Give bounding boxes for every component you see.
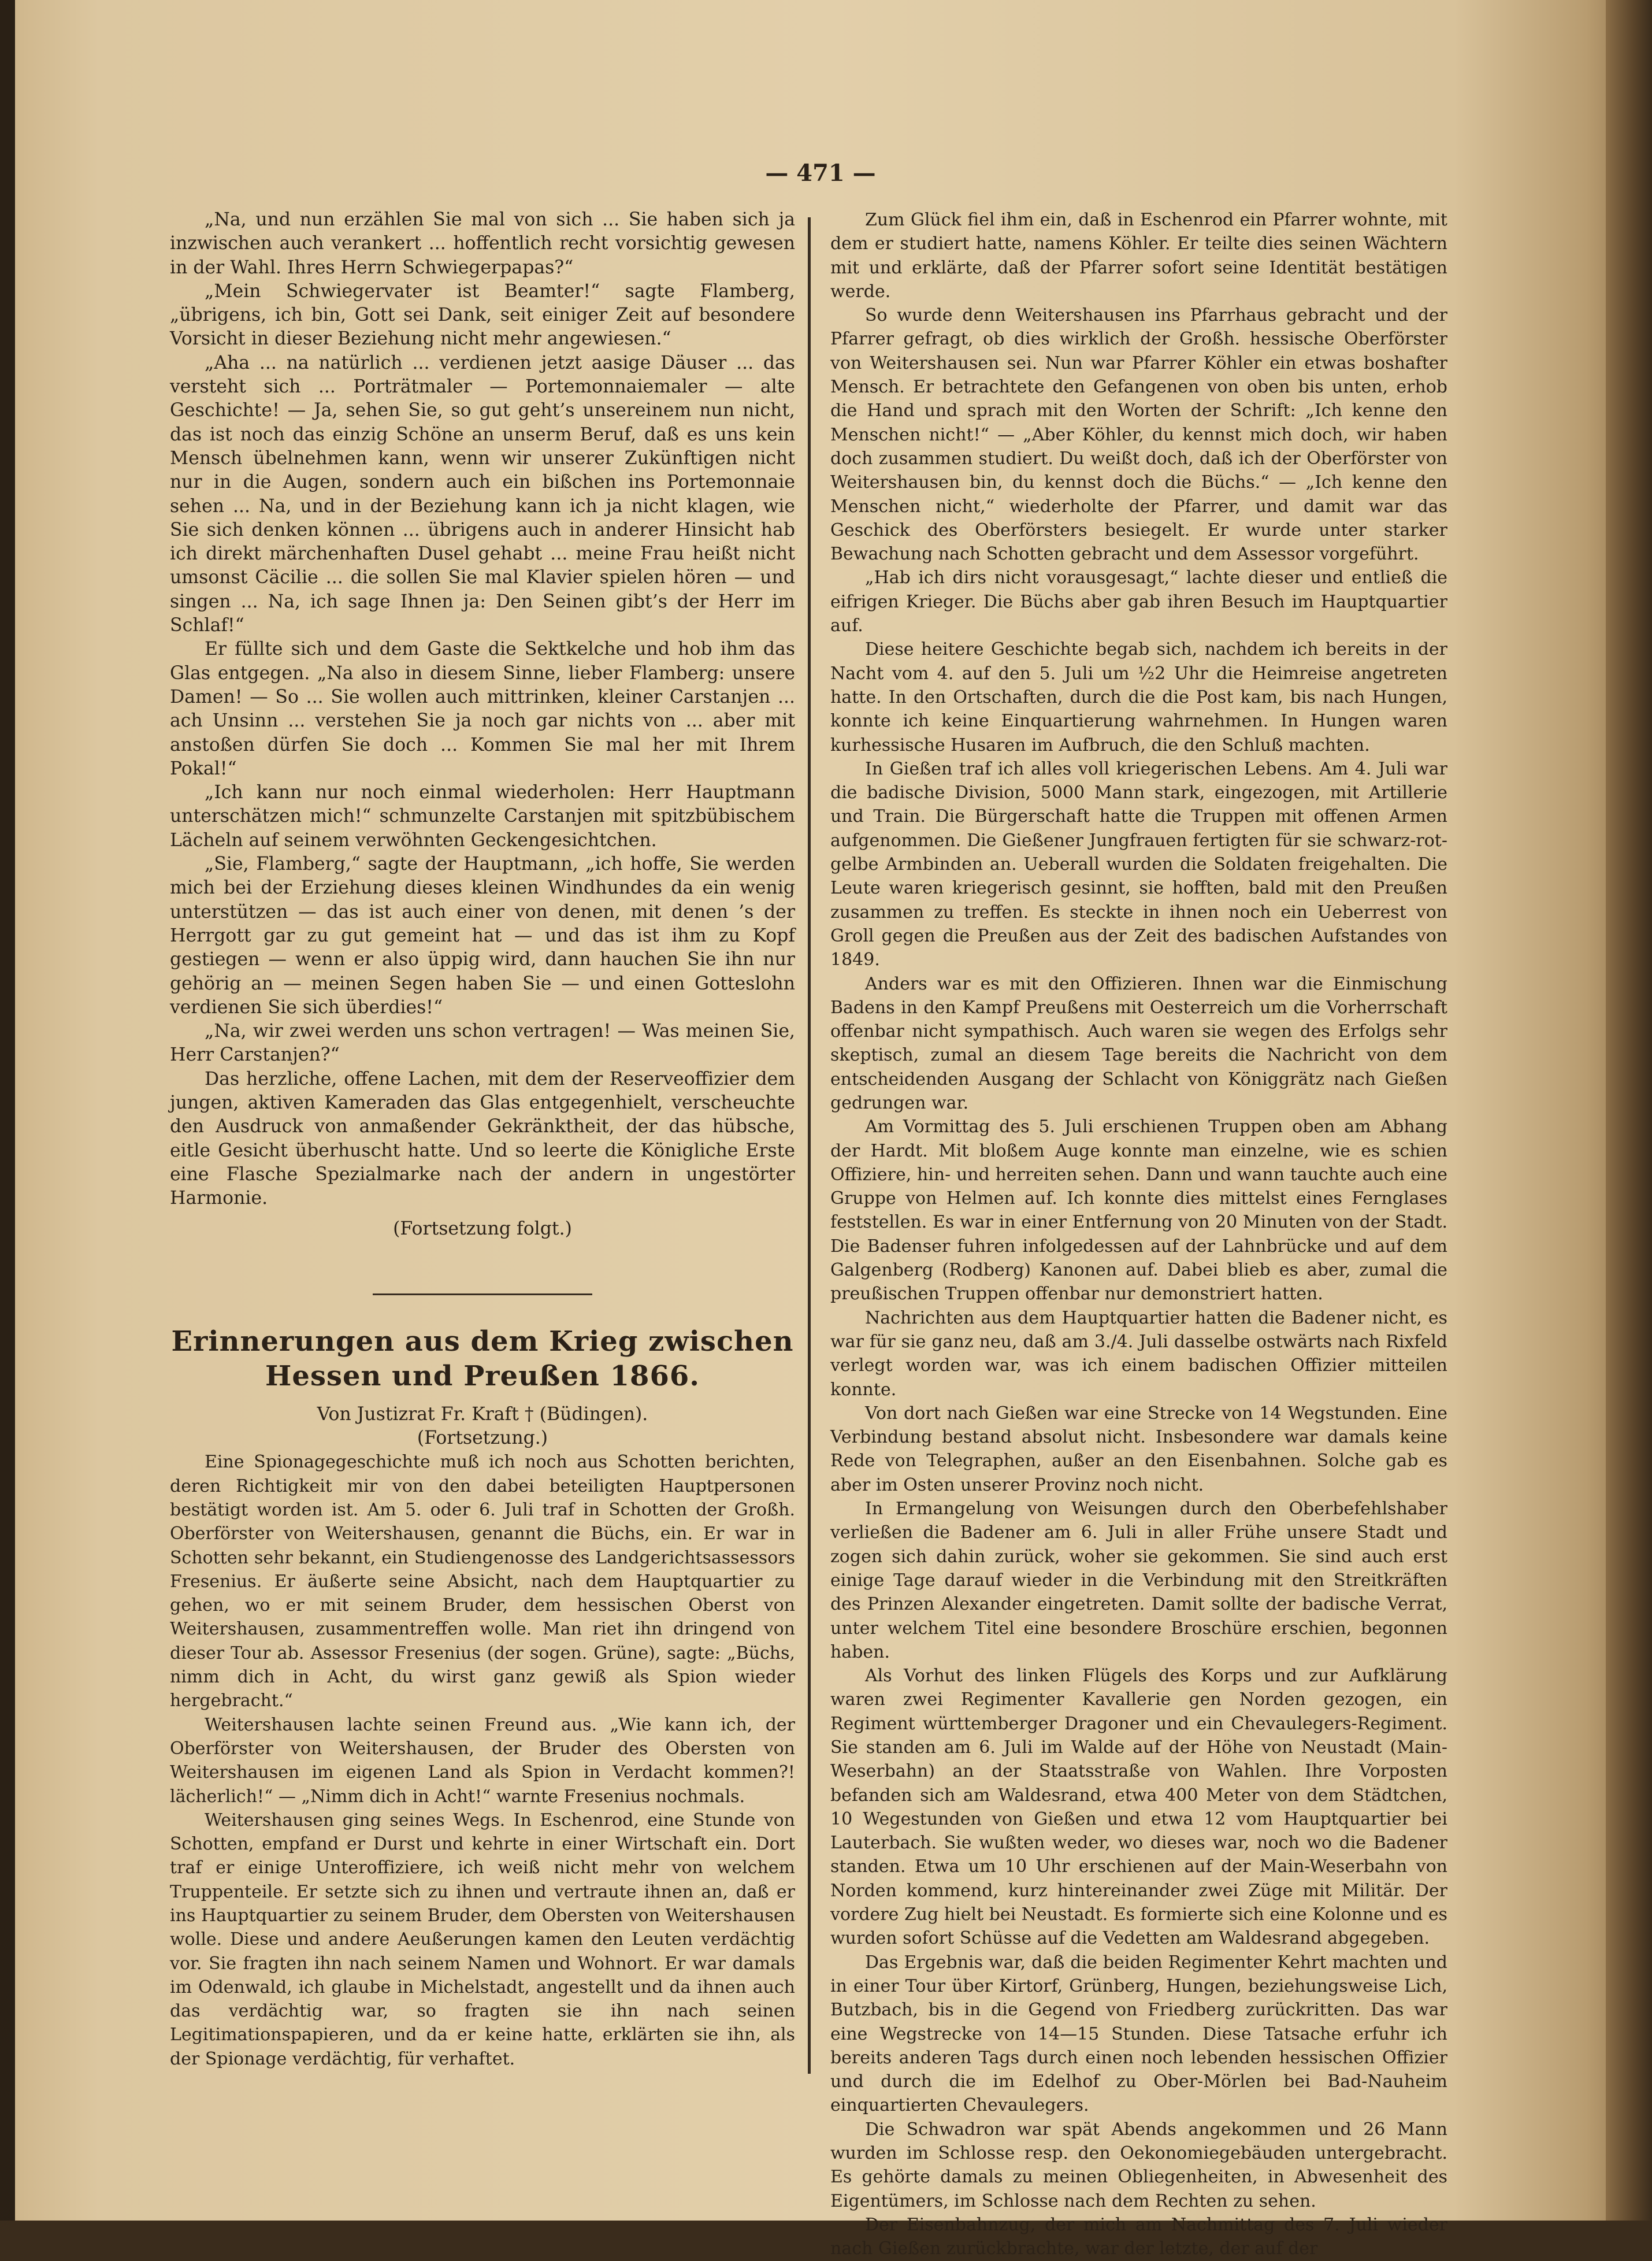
story-paragraph: „Ich kann nur noch einmal wiederholen: Herr Hauptmann unterschätzen mich!“ schmunzelte Carstanjen mit spitzbübischem Lächeln auf seinem verwöhnten Geckengesichtchen. [170, 782, 795, 851]
right-column [830, 208, 1447, 2261]
story-paragraph: „Na, wir zwei werden uns schon vertragen! — Was meinen Sie, Herr Carstanjen?“ [170, 1021, 795, 1066]
article-paragraph: Als Vorhut des linken Flügels des Korps und zur Aufklärung waren zwei Regimenter Kavallerie gen Norden gezogen, ein Regiment württemberger Dragoner und ein Chevaulegers-Regiment. Sie standen am 6. Juli im Walde auf der Höhe von Neustadt (Main-Weserbahn) an der Staatsstraße von Wahlen. Ihre Vorposten befanden sich am Waldesrand, etwa 400 Meter von dem Städtchen, 10 Wegestunden von Gießen und etwa 12 vom Hauptquartier bei Lauterbach. Sie wußten weder, wo dieses war, noch wo die Badener standen. Etwa um 10 Uhr erschienen auf der Main-Weserbahn von Norden kommend, kurz hintereinander zwei Züge mit Militär. Der vordere Zug hielt bei Neustadt. Es formierte sich eine Kolonne und es wurden sofort Schüsse auf die Vedetten am Waldesrand abgegeben. [830, 1666, 1448, 1949]
story-paragraph: „Mein Schwiegervater ist Beamter!“ sagte Flamberg, „übrigens, ich bin, Gott sei Dank, seit einiger Zeit auf besondere Vorsicht in dieser Beziehung nicht mehr angewiesen.“ [170, 280, 795, 350]
article-paragraph: Weitershausen lachte seinen Freund aus. „Wie kann ich, der Oberförster von Weitershausen, der Bruder des Obersten von Weitershausen im eigenen Land als Spion in Verdacht kommen?! lächerlich!“ — „Nimm dich in Acht!“ warnte Fresenius nochmals. [170, 1714, 795, 1807]
article-paragraph: Eine Spionagegeschichte muß ich noch aus Schotten berichten, deren Richtigkeit mir von den dabei beteiligten Hauptpersonen bestätigt worden ist. Am 5. oder 6. Juli traf in Schotten der Großh. Oberförster von Weitershausen, genannt die Büchs, ein. Er war in Schotten sehr bekannt, ein Studiengenosse des Landgerichtsassessors Fresenius. Er äußerte seine Absicht, nach dem Hauptquartier zu gehen, wo er mit seinem Bruder, dem hessischen Oberst von Weitershausen, zusammentreffen wolle. Man riet ihn dringend von dieser Tour ab. Assessor Fresenius (der sogen. Grüne), sagte: „Büchs, nimm dich in Acht, du wirst ganz gewiß als Spion wieder hergebracht.“ [170, 1452, 795, 1711]
story-paragraph: „Aha ... na natürlich ... verdienen jetzt aasige Däuser ... das versteht sich ... Porträtmaler — Portemonnaiemaler — alte Geschichte! — Ja, sehen Sie, so gut geht’s unsereinem nun nicht, das ist noch das einzig Schöne an unserm Beruf, daß es uns kein Mensch übelnehmen kann, wenn wir unserer Zukünftigen nicht nur in die Augen, sondern auch ein bißchen ins Portemonnaie sehen ... Na, und in der Beziehung kann ich ja nicht klagen, wie Sie sich denken können ... übrigens auch in anderer Hinsicht hab ich direkt märchenhaften Dusel gehabt ... meine Frau heißt nicht umsonst Cäcilie ... die sollen Sie mal Klavier spielen hören — und singen ... Na, ich sage Ihnen ja: Den Seinen gibt’s der Herr im Schlaf!“ [170, 352, 795, 636]
article-paragraph: Anders war es mit den Offizieren. Ihnen war die Einmischung Badens in den Kampf Preußens mit Oesterreich um die Vorherrschaft offenbar nicht sympathisch. Auch waren sie wegen des Erfolgs sehr skeptisch, zumal an diesem Tage bereits die Nachricht von dem entscheidenden Ausgang der Schlacht von Königgrätz nach Gießen gedrungen war. [830, 973, 1447, 1113]
article-paragraph: Die Schwadron war spät Abends angekommen und 26 Mann wurden im Schlosse resp. den Oekonomiegebäuden untergebracht. Es gehörte damals zu meinen Obliegenheiten, in Abwesenheit des Eigentümers, im Schlosse nach dem Rechten zu sehen. [830, 2119, 1447, 2211]
article-paragraph: In Gießen traf ich alles voll kriegerischen Lebens. Am 4. Juli war die badische Division, 5000 Mann stark, eingezogen, mit Artillerie und Train. Die Bürgerschaft hatte die Truppen mit offenen Armen aufgenommen. Die Gießener Jungfrauen fertigten für sie schwarz-rot-gelbe Armbinden an. Ueberall wurden die Soldaten freigehalten. Die Leute waren kriegerisch gesinnt, sie hofften, bald mit den Preußen zusammen zu treffen. Es steckte in ihnen noch ein Ueberrest von Groll gegen die Preußen aus der Zeit des badischen Aufstandes von 1849. [830, 758, 1447, 970]
section-separator [373, 1293, 592, 1295]
article-paragraph: Das Ergebnis war, daß die beiden Regimenter Kehrt machten und in einer Tour über Kirtorf, Grünberg, Hungen, beziehungsweise Lich, Butzbach, bis in die Gegend von Friedberg zurückritten. Das war eine Wegstrecke von 14—15 Stunden. Diese Tatsache erfuhr ich bereits anderen Tags durch einen noch lebenden hessischen Offizier und durch die im Edelhof zu Ober-Mörlen bei Bad-Nauheim einquartierten Chevaulegers. [830, 1952, 1447, 2116]
story-paragraph: „Na, und nun erzählen Sie mal von sich ... Sie haben sich ja inzwischen auch verankert ... hoffentlich recht vorsichtig gewesen in der Wahl. Ihres Herrn Schwiegerpapas?“ [170, 209, 795, 278]
left-column [170, 208, 795, 2071]
article-paragraph: In Ermangelung von Weisungen durch den Oberbefehlshaber verließen die Badener am 6. Juli in aller Frühe unsere Stadt und zogen sich dahin zurück, woher sie gekommen. Sie sind auch erst einige Tage darauf wieder in die Verbindung mit den Streitkräften des Prinzen Alexander eingetreten. Damit sollte der badische Verrat, unter welchem Titel eine besondere Broschüre erschien, begonnen haben. [830, 1499, 1447, 1662]
article-subtitle: (Fortsetzung.) [417, 1428, 548, 1449]
continuation-note: (Fortsetzung folgt.) [393, 1218, 572, 1240]
article-paragraph: „Hab ich dirs nicht vorausgesagt,“ lachte dieser und entließ die eifrigen Krieger. Die Büchs aber gab ihren Besuch im Hauptquartier auf. [830, 568, 1447, 636]
article-paragraph: Zum Glück fiel ihm ein, daß in Eschenrod ein Pfarrer wohnte, mit dem er studiert hatte, namens Köhler. Er teilte dies seinen Wächtern mit und erklärte, daß der Pfarrer sofort seine Identität bestätigen werde. [830, 210, 1447, 302]
story-paragraph: Er füllte sich und dem Gaste die Sektkelche und hob ihm das Glas entgegen. „Na also in diesem Sinne, lieber Flamberg: unsere Damen! — So ... Sie wollen auch mittrinken, kleiner Carstanjen ... ach Unsinn ... verstehen Sie ja noch gar nichts von ... aber mit anstoßen dürfen Sie doch ... Kommen Sie mal her mit Ihrem Pokal!“ [170, 639, 795, 779]
book-binding [0, 0, 15, 2221]
article-byline: Von Justizrat Fr. Kraft † (Büdingen). [317, 1403, 648, 1425]
story-paragraph: Das herzliche, offene Lachen, mit dem der Reserveoffizier dem jungen, aktiven Kameraden das Glas entgegenhielt, verscheuchte den Ausdruck von anmaßender Gekränktheit, der das hübsche, eitle Gesicht überhuscht hatte. Und so leerte die Königliche Erste eine Flasche Spezialmarke nach der andern in ungestörter Harmonie. [170, 1068, 795, 1209]
article-headline: Erinnerungen aus dem Krieg zwischen Hessen und Preußen 1866. [171, 1325, 794, 1392]
article-paragraph: Weitershausen ging seines Wegs. In Eschenrod, eine Stunde von Schotten, empfand er Durst und kehrte in einer Wirtschaft ein. Dort traf er einige Unteroffiziere, ich weiß nicht mehr von welchem Truppenteile. Er setzte sich zu ihnen und vertraute ihnen an, daß er ins Hauptquartier zu seinem Bruder, dem Obersten von Weitershausen wolle. Diese und andere Aeußerungen kamen den Leuten verdächtig vor. Sie fragten ihn nach seinem Namen und Wohnort. Er war damals im Odenwald, ich glaube in Michelstadt, angestellt und da ihnen auch das verdächtig war, so fragten sie ihn nach seinen Legitimationspapieren, und da er keine hatte, erklärten sie ihn, als der Spionage verdächtig, für verhaftet. [170, 1810, 795, 2069]
article-paragraph: Am Vormittag des 5. Juli erschienen Truppen oben am Abhang der Hardt. Mit bloßem Auge konnte man einzelne, wie es schien Offiziere, hin- und herreiten sehen. Dann und wann tauchte auch eine Gruppe von Helmen auf. Ich konnte dies mittelst eines Fernglases feststellen. Es war in einer Entfernung von 20 Minuten von der Stadt. Die Badenser fuhren infolgedessen auf der Lahnbrücke und auf dem Galgenberg (Rodberg) Kanonen auf. Dabei blieb es aber, zumal die preußischen Truppen offenbar nur demonstriert hatten. [830, 1117, 1447, 1304]
page-edge-shadow [1606, 0, 1652, 2221]
page-number: — 471 — [765, 160, 876, 187]
column-divider [808, 217, 811, 2074]
article-paragraph: Nachrichten aus dem Hauptquartier hatten die Badener nicht, es war für sie ganz neu, daß am 3./4. Juli dasselbe ostwärts nach Rixfeld verlegt worden war, was ich einem badischen Offizier mitteilen konnte. [830, 1307, 1447, 1400]
article-paragraph: So wurde denn Weitershausen ins Pfarrhaus gebracht und der Pfarrer gefragt, ob dies wirklich der Großh. hessische Oberförster von Weitershausen sei. Nun war Pfarrer Köhler ein etwas boshafter Mensch. Er betrachtete den Gefangenen von oben bis unten, erhob die Hand und sprach mit den Worten der Schrift: „Ich kenne den Menschen nicht!“ — „Aber Köhler, du kennst mich doch, wir haben doch zusammen studiert. Du weißt doch, daß ich der Oberförster von Weitershausen bin, du kennst doch die Büchs.“ — „Ich kenne den Menschen nicht,“ wiederholte der Pfarrer, und damit war das Geschick des Oberförsters besiegelt. Er wurde unter starker Bewachung nach Schotten gebracht und dem Assessor vorgeführt. [830, 305, 1447, 565]
article-paragraph: Diese heitere Geschichte begab sich, nachdem ich bereits in der Nacht vom 4. auf den 5. Juli um ½2 Uhr die Heimreise angetreten hatte. In den Ortschaften, durch die die Post kam, bis nach Hungen, konnte ich keine Einquartierung wahrnehmen. In Hungen waren kurhessische Husaren im Aufbruch, die den Schluß machten. [830, 639, 1447, 755]
story-paragraph: „Sie, Flamberg,“ sagte der Hauptmann, „ich hoffe, Sie werden mich bei der Erziehung dieses kleinen Windhundes da ein wenig unterstützen — das ist auch einer von denen, mit denen ’s der Herrgott gar zu gut gemeint hat — und das ist ihm zu Kopf gestiegen — wenn er also üppig wird, dann hauchen Sie ihn nur gehörig an — meinen Segen haben Sie — und einen Gotteslohn verdienen Sie sich überdies!“ [170, 854, 795, 1018]
article-paragraph: Von dort nach Gießen war eine Strecke von 14 Wegstunden. Eine Verbindung bestand absolut nicht. Insbesondere war damals keine Rede von Telegraphen, außer an den Eisenbahnen. Solche gab es aber im Osten unserer Provinz noch nicht. [830, 1403, 1447, 1495]
article-paragraph: Der Eisenbahnzug, der mich am Nachmittag des 7. Juli wieder nach Gießen zurückbrachte, war der letzte, der auf der [830, 2214, 1447, 2259]
